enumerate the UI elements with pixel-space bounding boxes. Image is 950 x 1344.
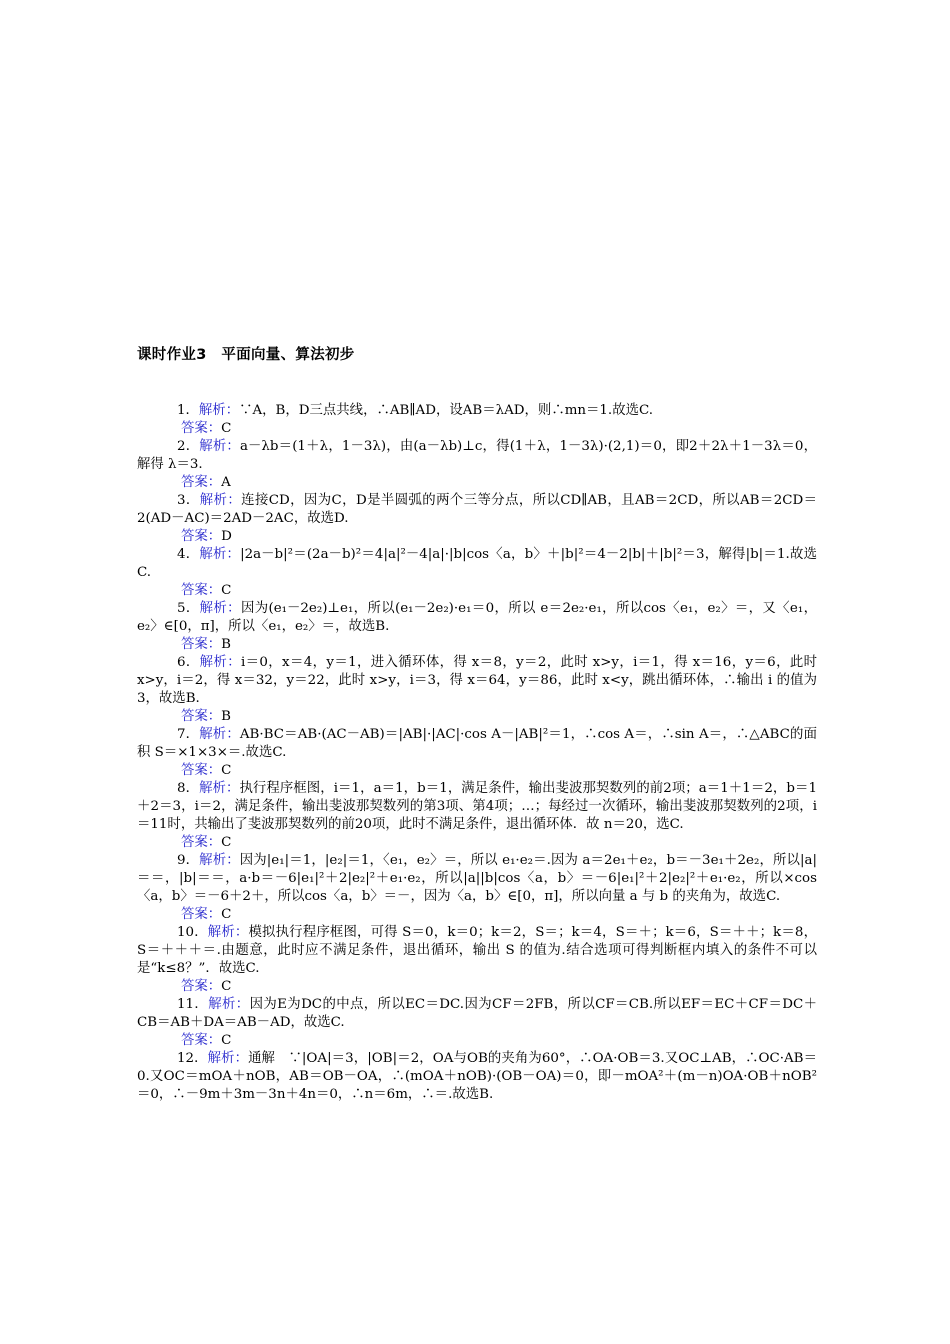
document-page [137, 346, 817, 1104]
analysis-text: |2a－b|²＝(2a－b)²＝4|a|²－4|a|·|b|cos〈a，b〉＋|b|²＝4－2|b|＋|b|²＝3，解得|b|＝1.故选C. [137, 547, 817, 580]
solution-text [137, 996, 817, 1032]
solution-item [137, 726, 817, 780]
analysis-text: AB·BC＝AB·(AC－AB)＝|AB|·|AC|·cos A－|AB|²＝1，∴cos A＝，∴sin A＝，∴△ABC的面积 S＝×1×3×＝.故选C. [137, 727, 817, 760]
solution-text [137, 438, 817, 474]
solution-text [137, 726, 817, 762]
answer-label: 答案： [181, 529, 222, 544]
solution-item [137, 924, 817, 996]
solution-text [137, 924, 817, 978]
answer-label: 答案： [181, 583, 222, 598]
analysis-label: 解析： [199, 547, 241, 562]
solution-item [137, 780, 817, 852]
answer-value: C [221, 421, 232, 436]
answer-value: C [221, 835, 232, 850]
solution-item [137, 402, 817, 438]
solution-list [137, 402, 817, 1104]
solution-text [137, 1050, 817, 1104]
answer-label: 答案： [181, 637, 222, 652]
item-number: 2． [177, 439, 200, 454]
analysis-label: 解析： [199, 493, 242, 508]
solution-text [137, 546, 817, 582]
analysis-label: 解析： [208, 997, 250, 1012]
solution-item [137, 546, 817, 600]
solution-item [137, 600, 817, 654]
analysis-label: 解析： [199, 439, 240, 454]
analysis-text: ∵A，B，D三点共线，∴AB∥AD，设AB＝λAD，则∴mn＝1.故选C. [239, 403, 653, 418]
item-number: 9． [177, 853, 200, 868]
solution-item [137, 492, 817, 546]
solution-item [137, 852, 817, 924]
analysis-text: i＝0，x＝4，y＝1，进入循环体，得 x＝8，y＝2，此时 x>y，i＝1，得 x＝16，y＝6，此时 x>y，i＝2，得 x＝32，y＝22，此时 x>y，i＝3，得 x＝64，y＝86，此时 x<y，跳出循环体，∴输出 i 的值为3，故选B. [137, 655, 817, 706]
item-number: 10． [177, 925, 208, 940]
analysis-label: 解析： [198, 403, 240, 418]
analysis-text: 执行程序框图，i＝1，a＝1，b＝1，满足条件，输出斐波那契数列的前2项；a＝1＋1＝2，b＝1＋2＝3，i＝2，满足条件，输出斐波那契数列的第3项、第4项；…；每经过一次循环，输出斐波那契数列的2项，i＝11时，共输出了斐波那契数列的前20项，此时不满足条件，退出循环体．故 n＝20，选C. [137, 781, 817, 832]
answer-line [181, 528, 817, 546]
solution-item [137, 654, 817, 726]
analysis-label: 解析： [207, 1051, 249, 1066]
analysis-label: 解析： [199, 781, 240, 796]
answer-label: 答案： [181, 709, 222, 724]
analysis-label: 解析： [199, 655, 241, 670]
item-number: 8． [177, 781, 200, 796]
item-number: 11． [177, 997, 209, 1012]
item-number: 6． [177, 655, 200, 670]
answer-label: 答案： [181, 421, 222, 436]
answer-line [181, 474, 817, 492]
item-number: 7． [177, 727, 200, 742]
solution-text [137, 654, 817, 708]
solution-text [137, 852, 817, 906]
analysis-text: 通解 ∵|OA|＝3，|OB|＝2，OA与OB的夹角为60°，∴OA·OB＝3.又OC⊥AB，∴OC·AB＝0.又OC＝mOA＋nOB，AB＝OB－OA，∴(mOA＋nOB)·(OB－OA)＝0，即－mOA²＋(m－n)OA·OB＋nOB²＝0，∴－9m＋3m－3n＋4n＝0，∴n＝6m，∴＝.故选B. [137, 1051, 817, 1102]
item-number: 4． [177, 547, 200, 562]
solution-item [137, 1050, 817, 1104]
analysis-label: 解析： [199, 853, 240, 868]
answer-line [181, 636, 817, 654]
answer-label: 答案： [181, 475, 222, 490]
solution-text [137, 492, 817, 528]
analysis-text: 因为|e₁|＝1，|e₂|＝1，〈e₁，e₂〉＝，所以 e₁·e₂＝.因为 a＝2e₁＋e₂，b＝－3e₁＋2e₂，所以|a|＝＝，|b|＝＝，a·b＝－6|e₁|²＋2|e₂|²＋e₁·e₂，所以|a||b|cos〈a，b〉＝－6|e₁|²＋2|e₂|²＋e₁·e₂，所以×cos〈a，b〉＝－6＋2＋，所以cos〈a，b〉＝－，因为〈a，b〉∈[0，π]，所以向量 a 与 b 的夹角为，故选C. [137, 853, 817, 904]
analysis-label: 解析： [207, 925, 249, 940]
answer-value: D [221, 529, 232, 544]
answer-line [181, 906, 817, 924]
answer-line [181, 978, 817, 996]
answer-value: C [221, 583, 232, 598]
item-number: 3． [177, 493, 200, 508]
solution-text [137, 402, 817, 420]
answer-value: B [221, 709, 232, 724]
answer-value: C [221, 979, 232, 994]
analysis-text: 因为(e₁－2e₂)⊥e₁，所以(e₁－2e₂)·e₁＝0，所以 e＝2e₂·e₁，所以cos〈e₁，e₂〉＝，又〈e₁，e₂〉∈[0，π]，所以〈e₁，e₂〉＝，故选B. [137, 601, 817, 634]
analysis-text: 连接CD，因为C，D是半圆弧的两个三等分点，所以CD∥AB，且AB＝2CD，所以AB＝2CD＝2(AD－AC)＝2AD－2AC，故选D. [137, 493, 818, 526]
answer-line [181, 762, 817, 780]
answer-value: C [221, 907, 232, 922]
answer-line [181, 1032, 817, 1050]
solution-item [137, 438, 817, 492]
solution-item [137, 996, 817, 1050]
analysis-text: 因为E为DC的中点，所以EC＝DC.因为CF＝2FB，所以CF＝CB.所以EF＝EC＋CF＝DC＋CB＝AB＋DA＝AB－AD，故选C. [137, 997, 817, 1030]
answer-value: A [221, 475, 231, 490]
answer-label: 答案： [181, 979, 222, 994]
answer-line [181, 582, 817, 600]
answer-label: 答案： [181, 835, 222, 850]
answer-value: C [221, 1033, 232, 1048]
analysis-text: a－λb＝(1＋λ，1－3λ)，由(a－λb)⊥c，得(1＋λ，1－3λ)·(2,1)＝0，即2＋2λ＋1－3λ＝0，解得 λ＝3. [137, 439, 817, 472]
item-number: 1． [177, 403, 199, 418]
item-number: 5． [177, 601, 200, 616]
solution-text [137, 780, 817, 834]
answer-label: 答案： [181, 763, 222, 778]
answer-line [181, 708, 817, 726]
analysis-text: 模拟执行程序框图，可得 S＝0，k＝0；k＝2，S＝；k＝4，S＝＋；k＝6，S＝＋＋；k＝8，S＝＋＋＋＝.由题意，此时应不满足条件，退出循环，输出 S 的值为.结合选项可得判断框内填入的条件不可以是“k≤8？”．故选C. [137, 925, 817, 976]
answer-value: C [221, 763, 232, 778]
item-number: 12． [177, 1051, 208, 1066]
answer-value: B [221, 637, 232, 652]
answer-line [181, 420, 817, 438]
answer-label: 答案： [181, 1033, 222, 1048]
page-title: 课时作业3 平面向量、算法初步 [137, 347, 355, 363]
answer-label: 答案： [181, 907, 222, 922]
solution-text [137, 600, 817, 636]
answer-line [181, 834, 817, 852]
analysis-label: 解析： [199, 727, 240, 742]
analysis-label: 解析： [199, 601, 241, 616]
